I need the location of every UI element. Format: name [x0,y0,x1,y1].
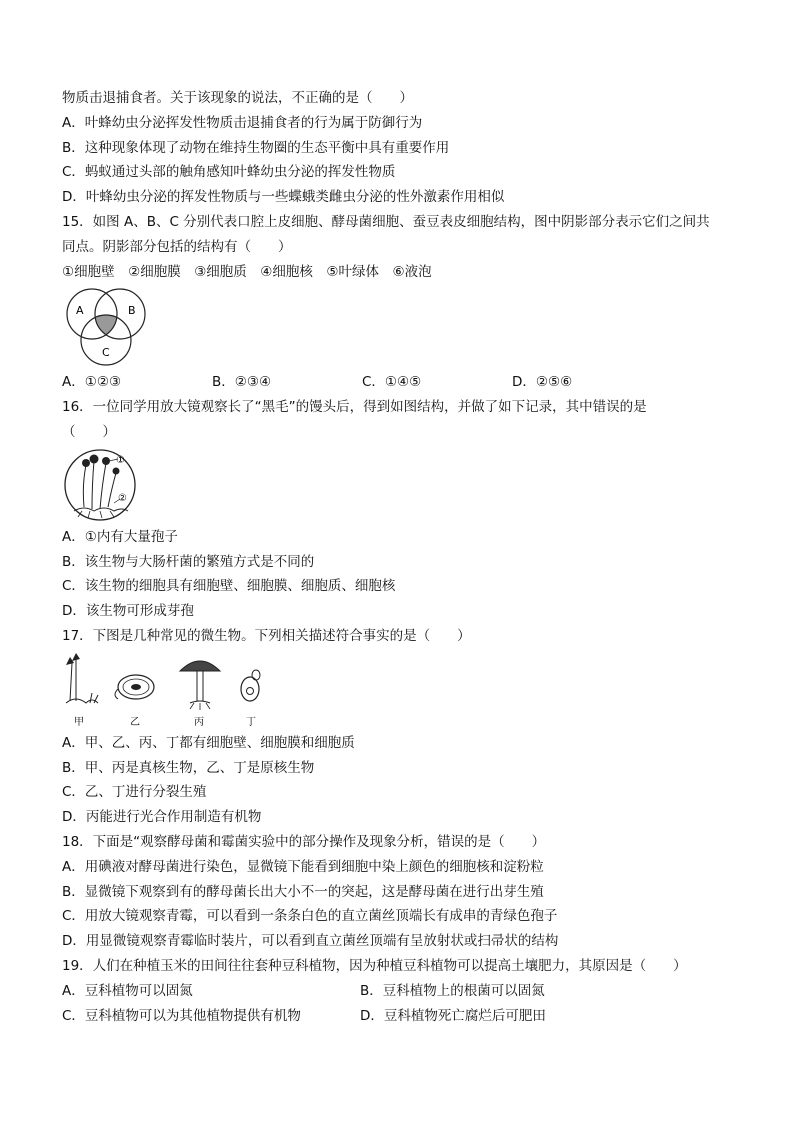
q19-options-row1 [62,979,734,1004]
q17-option-c: C．乙、丁进行分裂生殖 [62,784,207,801]
q15-options [62,370,734,395]
q16-stem-line2: （ ） [62,423,116,440]
microbe-yi-drawing [115,675,154,699]
q18-option-d: D．用显微镜观察青霉临时装片，可以看到直立菌丝顶端有呈放射状或扫帚状的结构 [62,933,559,950]
q17-label-yi: 乙 [130,716,140,728]
q18-stem: 18．下面是“观察酵母菌和霉菌实验中的部分操作及现象分析，错误的是（ ） [62,833,546,850]
q17-label-jia: 甲 [74,716,84,728]
microbe-ding-drawing [241,670,260,701]
q14-stem: 物质击退捕食者。关于该现象的说法，不正确的是（ ） [62,90,413,106]
q14-option-b: B．这种现象体现了动物在维持生物圈的生态平衡中具有重要作用 [62,139,450,156]
q17-stem: 17．下图是几种常见的微生物。下列相关描述符合事实的是（ ） [62,627,471,644]
q16-option-d: D．该生物可形成芽孢 [62,603,194,620]
q19-options-row2 [62,1004,734,1029]
q17-label-ding: 丁 [246,716,256,728]
q16-mold-figure [62,445,734,525]
q17-option-a: A．甲、乙、丙、丁都有细胞壁、细胞膜和细胞质 [62,734,355,751]
q15-option-b: B．②③④ [212,374,272,391]
venn-circle-a [67,289,117,339]
q19-option-d: D．豆科植物死亡腐烂后可肥田 [360,1007,546,1024]
q14-option-c: C．蚂蚁通过头部的触角感知叶蜂幼虫分泌的挥发性物质 [62,164,396,181]
q14-option-a: A．叶蜂幼虫分泌挥发性物质击退捕食者的行为属于防御行为 [62,114,423,131]
q15-structure-list: ①细胞壁 ②细胞膜 ③细胞质 ④细胞核 ⑤叶绿体 ⑥液泡 [62,263,432,280]
venn-circle-b [95,289,145,339]
q17-label-bing: 丙 [194,716,204,728]
q18-option-c: C．用放大镜观察青霉，可以看到一条条白色的直立菌丝顶端长有成串的青绿色孢子 [62,908,558,925]
q15-option-a: A．①②③ [62,374,122,391]
q16-label-one: ① [116,454,125,466]
q14-option-d: D．叶蜂幼虫分泌的挥发性物质与一些蝶蛾类雌虫分泌的性外激素作用相似 [62,189,505,206]
q15-option-d: D．②⑤⑥ [512,374,573,391]
q15-option-c: C．①④⑤ [362,374,422,391]
q15-venn-diagram [62,284,734,370]
microbe-jia-drawing [66,653,98,703]
q17-option-b: B．甲、丙是真核生物，乙、丁是原核生物 [62,759,315,776]
venn-label-c: C [102,346,110,360]
q18-option-b: B．显微镜下观察到有的酵母菌长出大小不一的突起，这是酵母菌在进行出芽生殖 [62,883,544,900]
q15-stem-line1: 15．如图 A、B、C 分别代表口腔上皮细胞、酵母菌细胞、蚕豆表皮细胞结构，图中阴影部分表示它们之间共 [62,213,710,230]
q16-option-a: A．①内有大量孢子 [62,528,178,545]
exam-page [62,86,734,1028]
q19-option-c: C．豆科植物可以为其他植物提供有机物 [62,1007,301,1024]
q16-stem-line1: 16．一位同学用放大镜观察长了“黑毛”的馒头后，得到如图结构，并做了如下记录，其中错误的是 [62,399,647,416]
venn-label-a: A [76,304,84,318]
venn-label-b: B [128,304,136,318]
microbe-bing-drawing [180,661,220,710]
q16-label-two: ② [118,492,127,504]
q16-option-b: B．该生物与大肠杆菌的繁殖方式是不同的 [62,553,315,570]
q17-microbes-figure [62,649,734,731]
q15-stem-line2: 同点。阴影部分包括的结构有（ ） [62,238,292,255]
q19-stem: 19．人们在种植玉米的田间往往套种豆科植物，因为种植豆科植物可以提高土壤肥力，其原因是（ ） [62,957,687,974]
q19-option-b: B．豆科植物上的根菌可以固氮 [360,982,545,999]
q19-option-a: A．豆科植物可以固氮 [62,982,193,999]
q17-option-d: D．丙能进行光合作用制造有机物 [62,809,262,826]
q18-option-a: A．用碘液对酵母菌进行染色，显微镜下能看到细胞中染上颜色的细胞核和淀粉粒 [62,858,544,875]
q16-option-c: C．该生物的细胞具有细胞壁、细胞膜、细胞质、细胞核 [62,578,396,595]
